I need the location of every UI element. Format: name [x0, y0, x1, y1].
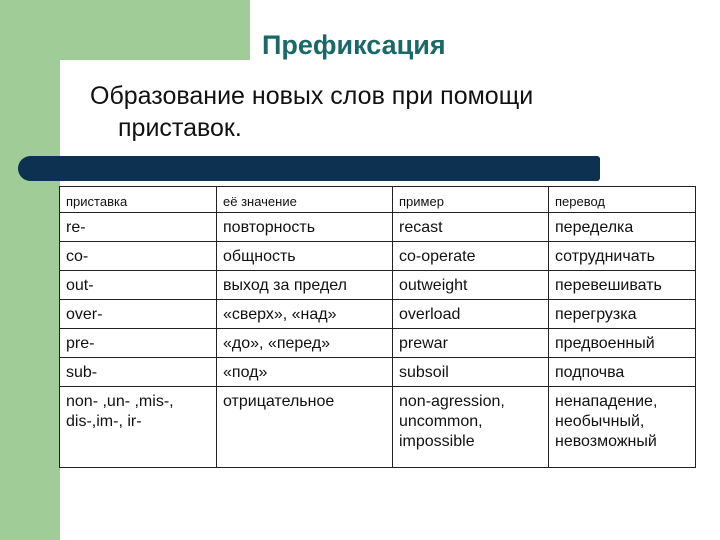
cell-prefix: out- — [60, 271, 217, 300]
cell-translation: переделка — [549, 213, 696, 242]
cell-translation: перегрузка — [549, 300, 696, 329]
table-row — [60, 271, 696, 300]
cell-translation: ненападение, необычный, невозможный — [549, 387, 696, 468]
cell-meaning: отрицательное — [217, 387, 393, 468]
table-row — [60, 213, 696, 242]
cell-translation: подпочва — [549, 358, 696, 387]
cell-prefix: co- — [60, 242, 217, 271]
cell-meaning: «сверх», «над» — [217, 300, 393, 329]
table-header-row — [60, 187, 696, 213]
header-meaning: её значение — [217, 187, 393, 213]
cell-meaning: «под» — [217, 358, 393, 387]
cell-translation: перевешивать — [549, 271, 696, 300]
cell-translation: предвоенный — [549, 329, 696, 358]
cell-example: overload — [393, 300, 549, 329]
table-row — [60, 358, 696, 387]
cell-example: co-operate — [393, 242, 549, 271]
cell-prefix: non- ,un- ,mis-, dis-,im-, ir- — [60, 387, 217, 468]
header-translation: перевод — [549, 187, 696, 213]
decorative-divider-bar — [18, 156, 600, 181]
decorative-green-header — [0, 0, 250, 60]
subtitle-line-1: Образование новых слов при помощи — [90, 82, 534, 110]
table-row — [60, 387, 696, 468]
cell-translation: сотрудничать — [549, 242, 696, 271]
slide-title: Префиксация — [262, 30, 446, 60]
cell-prefix: over- — [60, 300, 217, 329]
subtitle-line-2: приставок. — [118, 114, 242, 142]
cell-meaning: «до», «перед» — [217, 329, 393, 358]
cell-example: outweight — [393, 271, 549, 300]
table-row — [60, 242, 696, 271]
table-row — [60, 300, 696, 329]
cell-example: subsoil — [393, 358, 549, 387]
cell-prefix: pre- — [60, 329, 217, 358]
slide-subtitle — [90, 80, 650, 144]
cell-example: non-agression, uncommon, impossible — [393, 387, 549, 468]
cell-example: recast — [393, 213, 549, 242]
table-row — [60, 329, 696, 358]
prefix-table — [59, 186, 696, 468]
header-prefix: приставка — [60, 187, 217, 213]
cell-prefix: sub- — [60, 358, 217, 387]
cell-meaning: общность — [217, 242, 393, 271]
cell-meaning: повторность — [217, 213, 393, 242]
cell-meaning: выход за предел — [217, 271, 393, 300]
header-example: пример — [393, 187, 549, 213]
cell-prefix: re- — [60, 213, 217, 242]
cell-example: prewar — [393, 329, 549, 358]
decorative-green-strip — [0, 0, 60, 540]
